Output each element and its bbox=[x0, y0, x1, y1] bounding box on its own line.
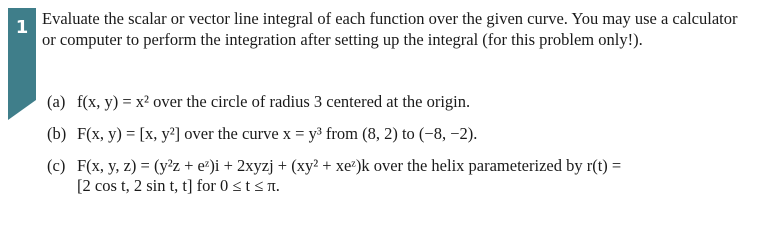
part-a bbox=[47, 92, 747, 112]
part-a-text: f(x, y) = x² over the circle of radius 3 centered at the origin. bbox=[77, 92, 471, 111]
badge-bar bbox=[8, 46, 36, 100]
problem-number: 1 bbox=[8, 8, 36, 46]
part-a-label: (a) bbox=[47, 92, 66, 111]
part-b-label: (b) bbox=[47, 124, 67, 143]
badge-tail bbox=[8, 100, 36, 120]
problem-intro: Evaluate the scalar or vector line integral of each function over the given curve. You may use a calculator or computer to perform the integration after setting up the integral (for this problem only!). bbox=[42, 9, 738, 49]
part-c-label: (c) bbox=[47, 156, 66, 175]
part-c-text: F(x, y, z) = (y²z + eᶻ)i + 2xyzj + (xy² + xeᶻ)k over the helix parameterized by r(t) = bbox=[77, 156, 622, 175]
problem-number-badge bbox=[8, 8, 36, 118]
part-c-continuation: [2 cos t, 2 sin t, t] for 0 ≤ t ≤ π. bbox=[77, 176, 280, 195]
part-c bbox=[47, 156, 747, 196]
part-b bbox=[47, 124, 747, 144]
part-b-text: F(x, y) = [x, y²] over the curve x = y³ from (8, 2) to (−8, −2). bbox=[77, 124, 478, 143]
